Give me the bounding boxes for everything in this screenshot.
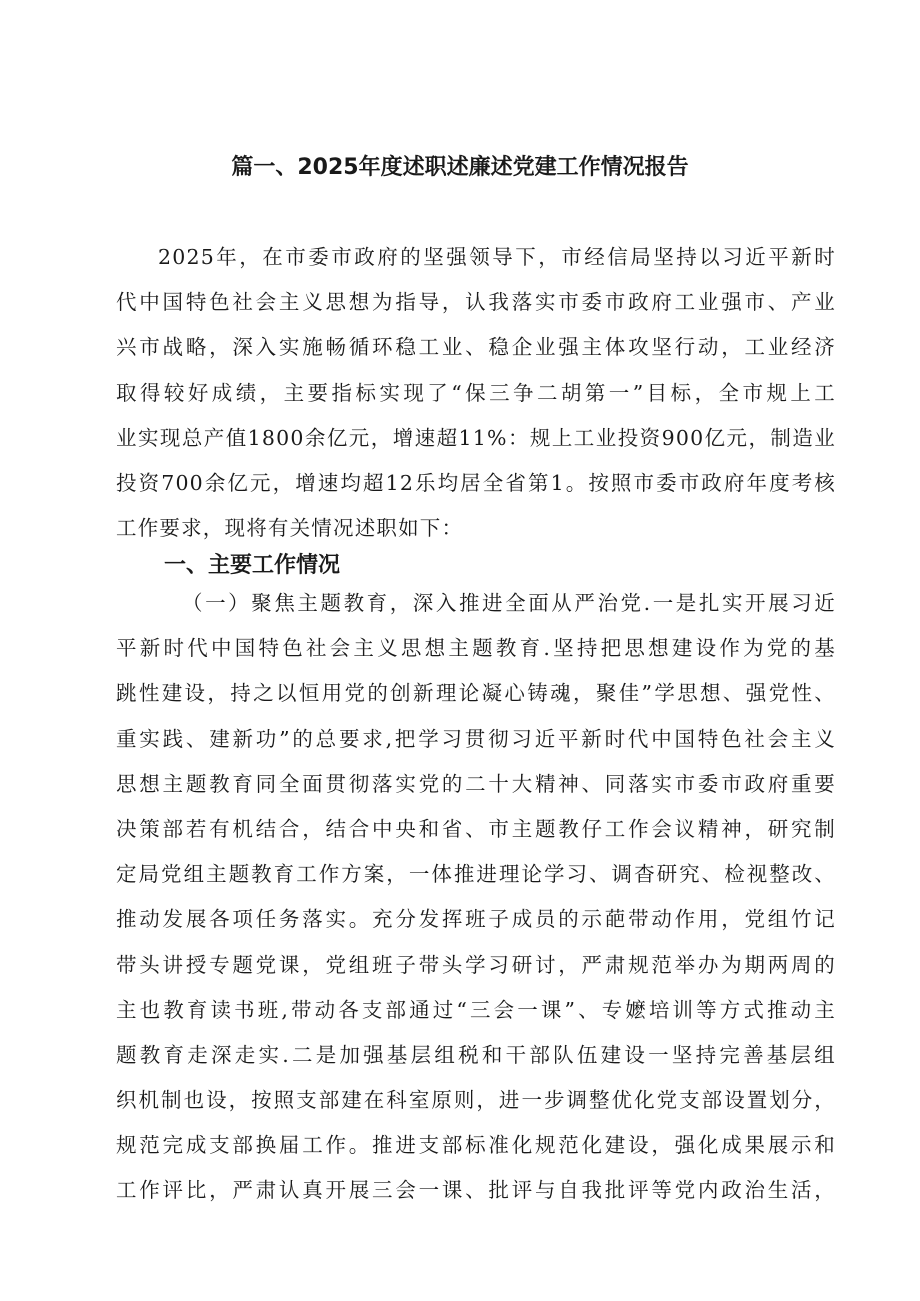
paragraph-line: 工作评比，严肃认真开展三会一课、批评与自我批评等党内政治生活， <box>116 1178 836 1203</box>
document-title: 篇一、2025年度述职述廉述党建工作情况报告 <box>231 155 689 180</box>
paragraph-line: 主也教育读书班,带动各支部通过“三会一课”、专嬷培训等方式推动主 <box>116 997 836 1022</box>
body-paragraph <box>116 588 836 1221</box>
paragraph-line: 思想主题教育同全面贯彻落实党的二十大精神、同落实市委市政府重要 <box>116 771 836 796</box>
paragraph-line: 业实现总产值1800余亿元，增速超11%：规上工业投资900亿元，制造业 <box>116 425 836 450</box>
paragraph-line: 规范完成支部换届工作。推进支部标准化规范化建设，强化成果展示和 <box>116 1133 836 1158</box>
paragraph-line: 决策部若有机结合，结合中央和省、市主题教仔工作会议精神，研究制 <box>116 816 836 841</box>
paragraph-line: （一）聚焦主题教育，深入推进全面从严治党.一是扎实开展习近 <box>182 591 836 615</box>
paragraph-line: 工作要求，现将有关情况述职如下： <box>116 516 464 541</box>
paragraph-line: 兴市战略，深入实施畅循环稳工业、稳企业强主体攻坚行动，工业经济 <box>116 335 836 360</box>
intro-paragraph <box>116 242 836 558</box>
paragraph-line: 代中国特色社会主义思想为指导，认我落实市委市政府工业强市、产业 <box>116 290 836 315</box>
section-heading: 一、主要工作情况 <box>164 553 341 578</box>
paragraph-line: 定局党组主题教育工作方案，一体推进理论学习、调杳研究、检视整改、 <box>116 862 836 887</box>
paragraph-line: 投资700余亿元，增速均超12乐均居全省第1。按照市委市政府年度考核 <box>116 470 836 495</box>
paragraph-line: 取得较好成绩，主要指标实现了“保三争二胡第一”目标，全市规上工 <box>116 380 836 405</box>
paragraph-line: 推动发展各项任务落实。充分发挥班子成员的示葩带动作用，党组竹记 <box>116 907 836 932</box>
paragraph-line: 2025年，在市委市政府的坚强领导下，市经信局坚持以习近平新时 <box>158 245 836 269</box>
paragraph-line: 带头讲授专题党课，党组班子带头学习研讨，严肃规范举办为期两周的 <box>116 952 836 977</box>
paragraph-line: 题教育走深走实.二是加强基层组税和干部队伍建设一坚持完善基层组 <box>116 1042 836 1067</box>
paragraph-line: 跳性建设，持之以恒用党的创新理论凝心铸魂，聚佳”学思想、强党性、 <box>116 681 836 706</box>
paragraph-line: 平新时代中国特色社会主义思想主题教育.坚持把思想建设作为党的基 <box>116 636 836 661</box>
paragraph-line: 织机制也设，按照支部建在科室原则，进一步调整优化党支部设置划分， <box>116 1088 836 1113</box>
paragraph-line: 重实践、建新功”的总要求,把学习贯彻习近平新时代中国特色社会主义 <box>116 726 836 751</box>
